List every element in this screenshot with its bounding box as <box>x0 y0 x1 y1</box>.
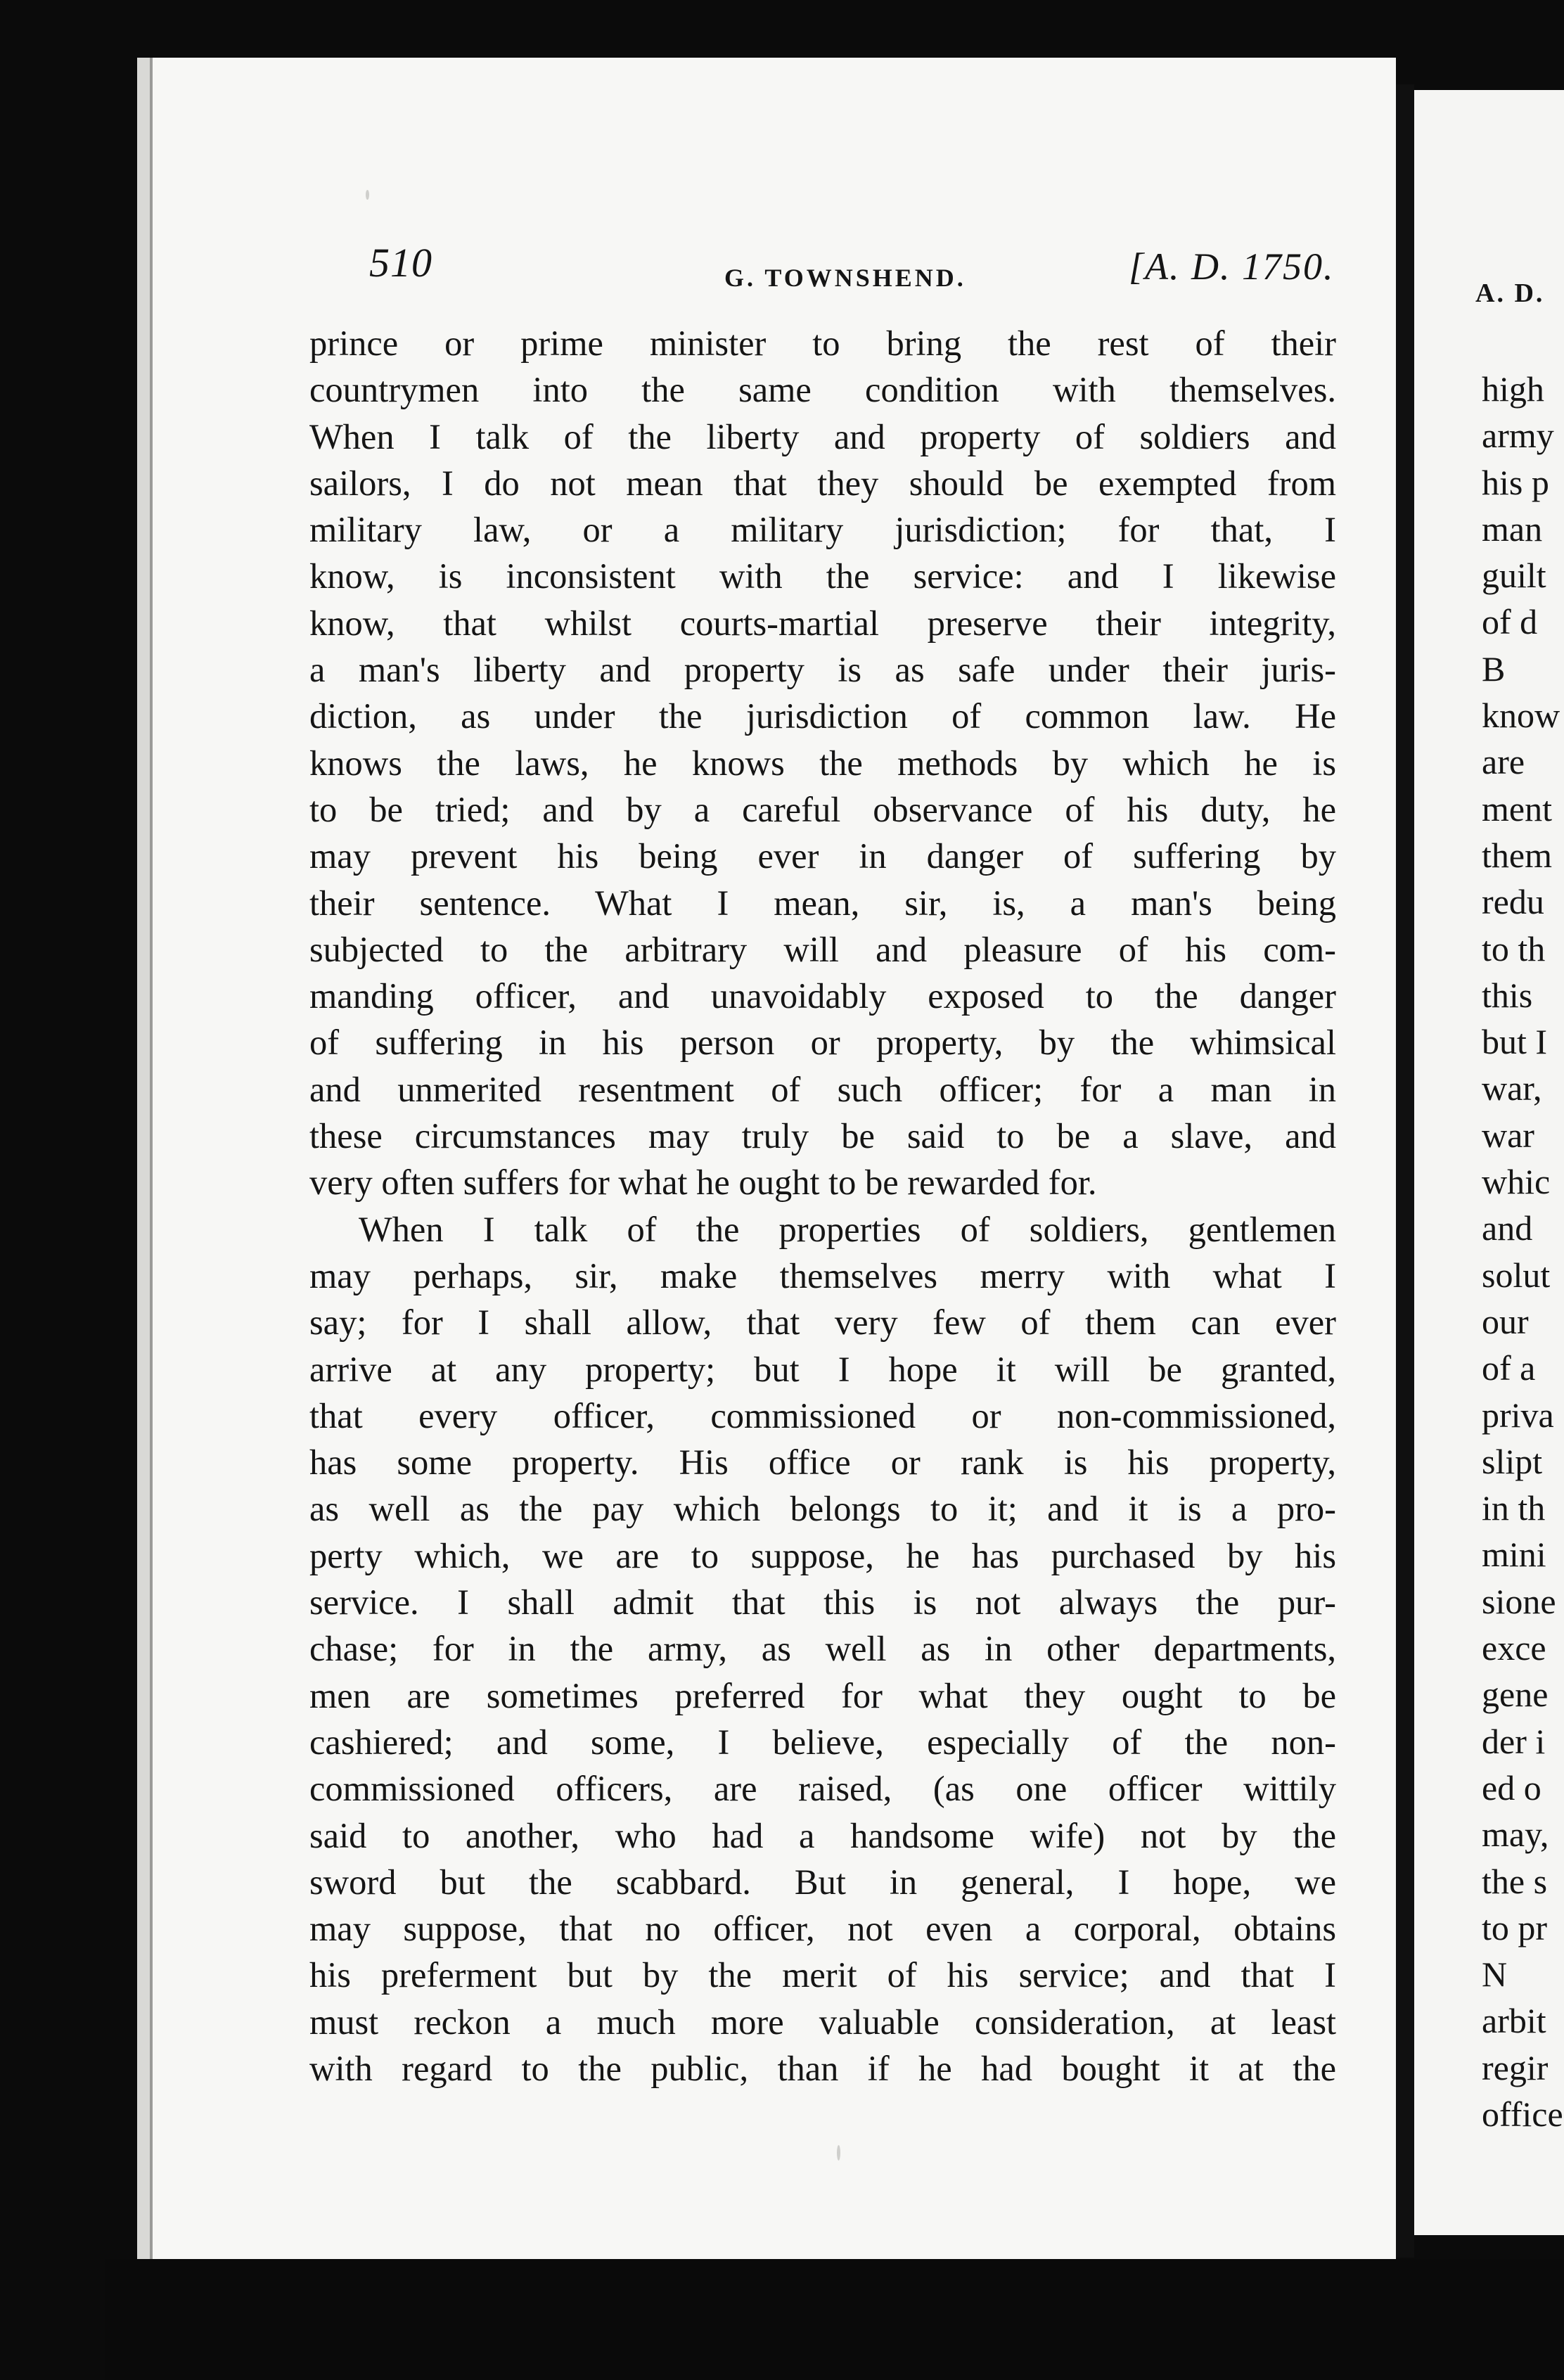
facing-line: war <box>1482 1115 1534 1155</box>
facing-line: der i <box>1482 1721 1546 1761</box>
text-line: with regard to the public, than if he had bought it at the <box>309 2048 1336 2088</box>
text-line: that every officer, commissioned or non-commissioned, <box>309 1395 1336 1435</box>
facing-line: mini <box>1482 1535 1546 1575</box>
facing-line: this <box>1482 975 1533 1015</box>
facing-line: solut <box>1482 1255 1551 1295</box>
facing-line: are <box>1482 742 1525 782</box>
facing-page-header: A. D. <box>1475 279 1545 308</box>
facing-line: gene <box>1482 1675 1549 1715</box>
text-line: sailors, I do not mean that they should be exempted from <box>309 463 1336 503</box>
text-line: may suppose, that no officer, not even a corporal, obtains <box>309 1909 1336 1949</box>
facing-line: may, <box>1482 1815 1549 1855</box>
text-line: prince or prime minister to bring the rest of their <box>309 324 1336 363</box>
body-text <box>309 320 1336 2092</box>
facing-line: redu <box>1482 882 1544 922</box>
text-line: military law, or a military jurisdiction; for that, I <box>309 510 1336 550</box>
facing-line: regir <box>1482 2047 1549 2087</box>
facing-line: exce <box>1482 1628 1546 1668</box>
facing-line: them <box>1482 835 1552 875</box>
text-line: of suffering in his person or property, by the whimsical <box>309 1023 1336 1063</box>
scan-speck <box>837 2145 840 2161</box>
text-line: service. I shall admit that this is not always the pur- <box>309 1582 1336 1623</box>
book-gutter <box>1396 84 1414 2258</box>
text-line: manding officer, and unavoidably exposed to the danger <box>309 976 1336 1016</box>
facing-line: high <box>1482 369 1544 409</box>
facing-line: our <box>1482 1301 1529 1341</box>
page-header <box>369 233 1354 311</box>
facing-line: to th <box>1482 928 1546 968</box>
text-line: know, that whilst courts-martial preserve their integrity, <box>309 603 1336 643</box>
scan-speck <box>366 190 369 200</box>
text-line: chase; for in the army, as well as in other departments, <box>309 1629 1336 1669</box>
text-line: said to another, who had a handsome wife) not by the <box>309 1815 1336 1855</box>
text-line: knows the laws, he knows the methods by which he is <box>309 743 1336 783</box>
text-line: arrive at any property; but I hope it will be granted, <box>309 1349 1336 1389</box>
text-line: to be tried; and by a careful observance of his duty, he <box>309 789 1336 829</box>
facing-line: of d <box>1482 602 1538 642</box>
facing-line: N <box>1482 1954 1508 1995</box>
facing-line: the s <box>1482 1861 1548 1901</box>
facing-line: slipt <box>1482 1441 1543 1481</box>
facing-line: B <box>1482 648 1506 689</box>
facing-line: guilt <box>1482 556 1546 596</box>
facing-line: man <box>1482 508 1543 549</box>
running-title: G. TOWNSHEND. <box>724 264 966 292</box>
text-line: may prevent his being ever in danger of suffering by <box>309 836 1336 876</box>
facing-line: whic <box>1482 1162 1551 1202</box>
text-line: a man's liberty and property is as safe under their juris- <box>309 650 1336 690</box>
text-line: these circumstances may truly be said to be a slave, and <box>309 1116 1336 1156</box>
facing-line: arbit <box>1482 2001 1546 2041</box>
text-line: their sentence. What I mean, sir, is, a man's being <box>309 883 1336 923</box>
page-number: 510 <box>369 240 432 286</box>
text-line: know, is inconsistent with the service: and I likewise <box>309 556 1336 596</box>
text-line: sword but the scabbard. But in general, I hope, we <box>309 1862 1336 1902</box>
text-line: must reckon a much more valuable consideration, at least <box>309 2002 1336 2042</box>
text-line: may perhaps, sir, make themselves merry with what I <box>309 1255 1336 1295</box>
facing-line: ment <box>1482 788 1552 828</box>
text-line: subjected to the arbitrary will and pleasure of his com- <box>309 929 1336 969</box>
facing-line: know <box>1482 696 1560 736</box>
text-line: When I talk of the properties of soldiers, gentlemen <box>359 1209 1336 1249</box>
text-line: has some property. His office or rank is his property, <box>309 1442 1336 1483</box>
text-line: men are sometimes preferred for what they ought to be <box>309 1675 1336 1715</box>
text-line: and unmerited resentment of such officer; for a man in <box>309 1069 1336 1109</box>
text-line: countrymen into the same condition with themselves. <box>309 370 1336 410</box>
facing-line: his p <box>1482 462 1549 502</box>
text-line: diction, as under the jurisdiction of common law. He <box>309 696 1336 736</box>
text-line: When I talk of the liberty and property of soldiers and <box>309 416 1336 456</box>
scan-bottom-shadow <box>105 2259 1564 2380</box>
facing-line: in th <box>1482 1488 1546 1528</box>
facing-line: priva <box>1482 1395 1554 1435</box>
text-line: say; for I shall allow, that very few of them can ever <box>309 1303 1336 1343</box>
text-line: perty which, we are to suppose, he has purchased by his <box>309 1535 1336 1575</box>
facing-line: sione <box>1482 1581 1556 1621</box>
text-line: commissioned officers, are raised, (as one officer wittily <box>309 1769 1336 1809</box>
text-line: his preferment but by the merit of his service; and that I <box>309 1955 1336 1995</box>
text-line: as well as the pay which belongs to it; and it is a pro- <box>309 1489 1336 1529</box>
facing-line: war, <box>1482 1068 1542 1108</box>
facing-line: ed o <box>1482 1767 1541 1808</box>
facing-line: of a <box>1482 1348 1536 1388</box>
facing-line: and <box>1482 1208 1533 1248</box>
facing-line: army <box>1482 416 1554 456</box>
text-line: very often suffers for what he ought to be rewarded for. <box>309 1163 1097 1203</box>
running-date: [A. D. 1750. <box>1129 245 1335 288</box>
facing-page-text <box>1482 366 1564 2137</box>
text-line: cashiered; and some, I believe, especially of the non- <box>309 1722 1336 1762</box>
facing-line: office <box>1482 2094 1563 2134</box>
facing-line: to pr <box>1482 1907 1548 1947</box>
facing-line: but I <box>1482 1022 1548 1062</box>
